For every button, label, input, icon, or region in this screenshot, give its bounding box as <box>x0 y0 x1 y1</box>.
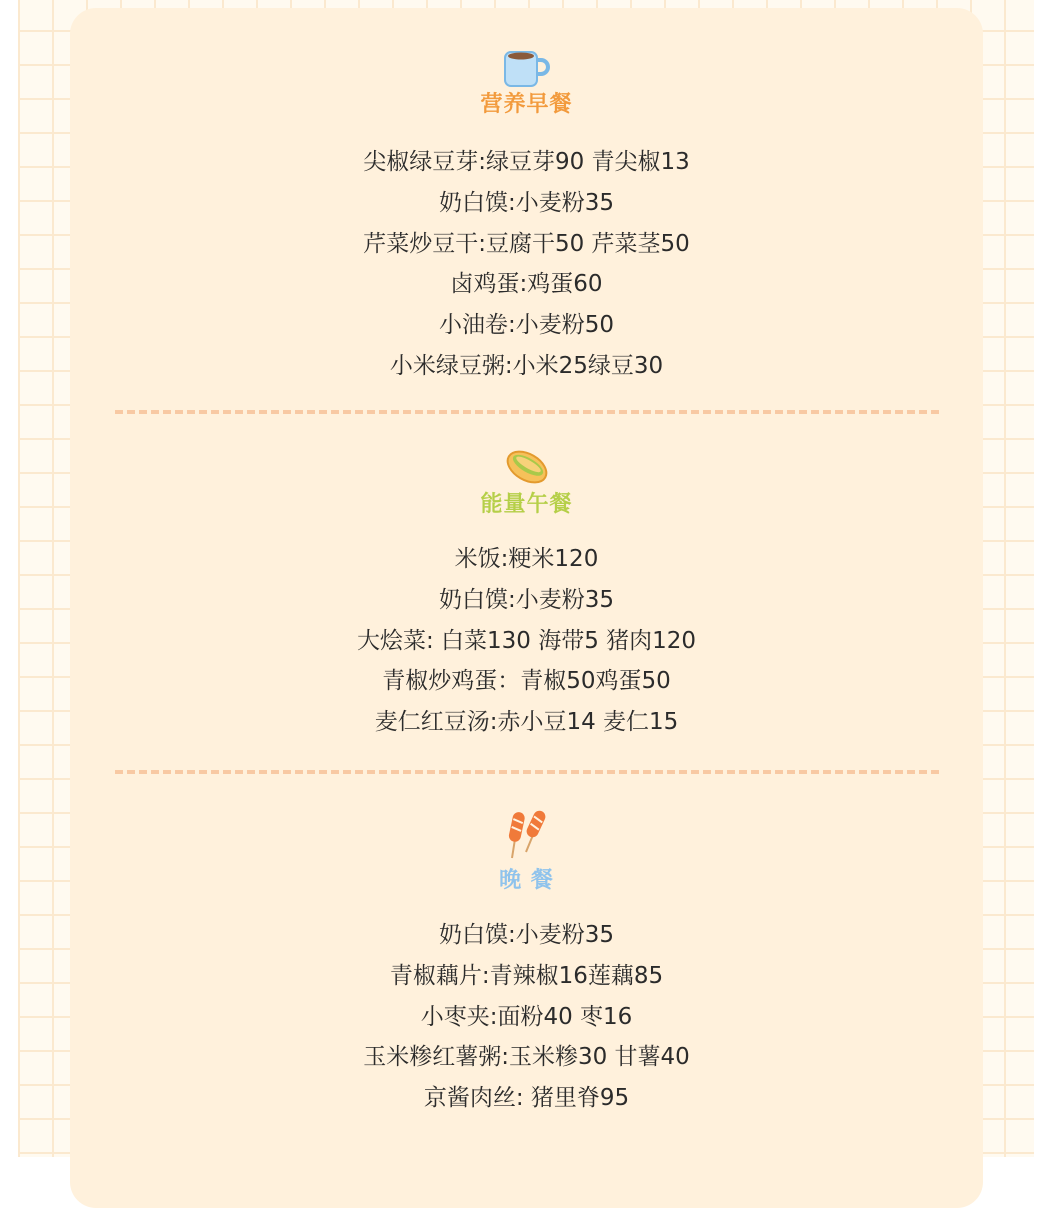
list-item: 米饭:粳米120 <box>454 546 599 572</box>
list-item: 奶白馍:小麦粉35 <box>438 189 614 216</box>
list-item: 小米绿豆粥:小米25绿豆30 <box>389 352 664 379</box>
list-item: 大烩菜: 白菜130 海带5 猪肉120 <box>356 627 697 654</box>
section-title: 营养早餐 <box>480 92 573 117</box>
dashed-divider <box>115 410 939 414</box>
list-item: 青椒藕片:青辣椒16莲藕85 <box>389 962 664 989</box>
list-item: 小油卷:小麦粉50 <box>438 312 614 339</box>
skewer-icon <box>502 808 552 860</box>
list-item: 小枣夹:面粉40 枣16 <box>420 1003 633 1030</box>
dish-list <box>70 915 983 1119</box>
list-item: 玉米糁红薯粥:玉米糁30 甘薯40 <box>363 1044 690 1071</box>
dish-list <box>70 142 983 387</box>
list-item: 卤鸡蛋:鸡蛋60 <box>450 271 603 298</box>
list-item: 奶白馍:小麦粉35 <box>438 922 614 948</box>
list-item: 尖椒绿豆芽:绿豆芽90 青尖椒13 <box>363 149 690 175</box>
lunch-section <box>70 444 983 743</box>
dinner-section <box>70 808 983 1119</box>
breakfast-section <box>70 46 983 387</box>
section-title: 晚 餐 <box>499 868 554 893</box>
list-item: 青椒炒鸡蛋：青椒50鸡蛋50 <box>382 668 671 695</box>
list-item: 京酱肉丝: 猪里脊95 <box>423 1085 630 1112</box>
list-item: 奶白馍:小麦粉35 <box>438 586 614 613</box>
list-item: 麦仁红豆汤:赤小豆14 麦仁15 <box>374 709 679 736</box>
section-title: 能量午餐 <box>480 492 573 517</box>
dish-list <box>70 539 983 743</box>
coffee-cup-icon <box>499 46 555 90</box>
dashed-divider <box>115 770 939 774</box>
list-item: 芹菜炒豆干:豆腐干50 芹菜茎50 <box>363 230 690 257</box>
sandwich-icon <box>503 444 551 490</box>
